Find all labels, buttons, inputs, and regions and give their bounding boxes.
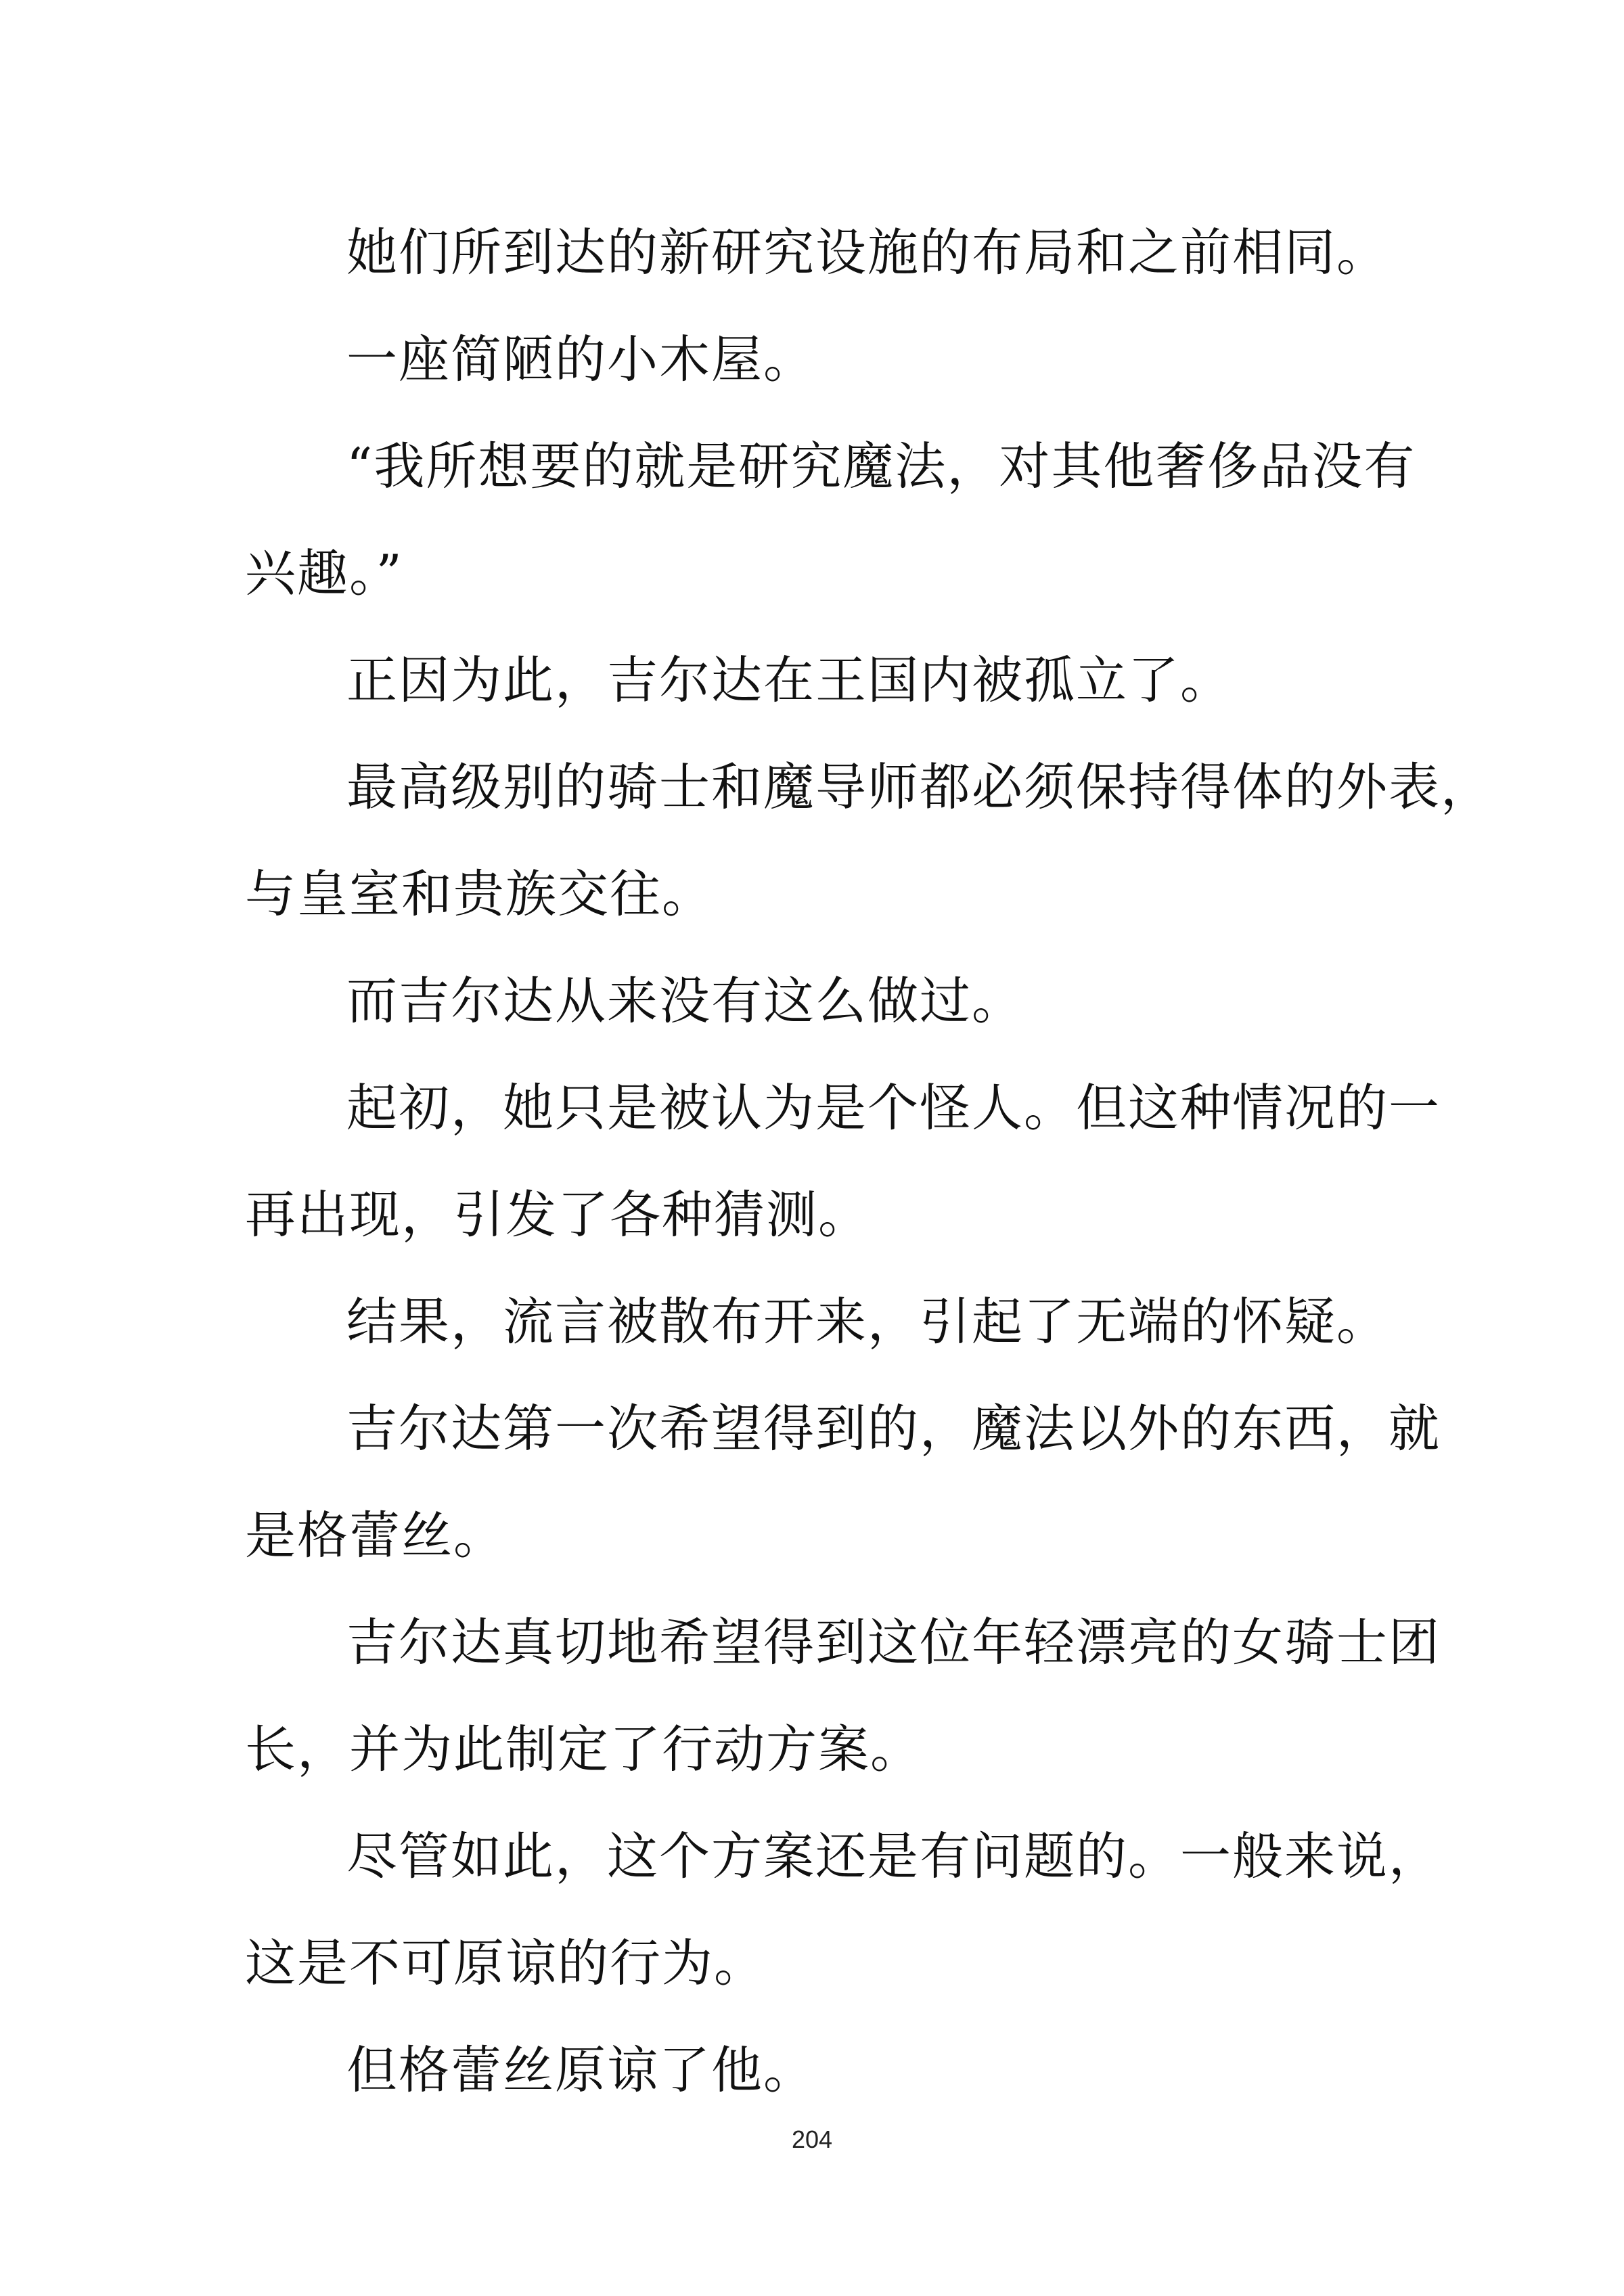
- text-line-16: 尽管如此，这个方案还是有问题的。一般来说，: [346, 1826, 1441, 1886]
- page-number: 204: [791, 2125, 833, 2153]
- text-line-6: 最高级别的骑士和魔导师都必须保持得体的外表，: [346, 757, 1493, 817]
- text-line-15: 长，并为此制定了行动方案。: [245, 1719, 923, 1779]
- text-line-10: 再出现，引发了各种猜测。: [245, 1185, 871, 1244]
- text-line-14: 吉尔达真切地希望得到这位年轻漂亮的女骑士团: [346, 1613, 1441, 1672]
- text-line-18: 但格蕾丝原谅了他。: [346, 2040, 816, 2100]
- text-line-11: 结果，流言被散布开来，引起了无端的怀疑。: [346, 1292, 1389, 1351]
- text-line-17: 这是不可原谅的行为。: [245, 1933, 767, 1993]
- text-line-7: 与皇室和贵族交往。: [245, 864, 715, 924]
- text-line-9: 起初，她只是被认为是个怪人。但这种情况的一: [346, 1078, 1441, 1138]
- text-line-3: “我所想要的就是研究魔法，对其他奢侈品没有: [346, 436, 1416, 496]
- text-line-1: 她们所到达的新研究设施的布局和之前相同。: [346, 223, 1389, 282]
- text-line-8: 而吉尔达从来没有这么做过。: [346, 971, 1024, 1031]
- text-line-12: 吉尔达第一次希望得到的，魔法以外的东西，就: [346, 1399, 1441, 1458]
- text-line-13: 是格蕾丝。: [245, 1506, 506, 1565]
- text-line-5: 正因为此，吉尔达在王国内被孤立了。: [346, 650, 1233, 710]
- text-line-2: 一座简陋的小木屋。: [346, 330, 816, 389]
- text-line-4: 兴趣。”: [245, 543, 403, 603]
